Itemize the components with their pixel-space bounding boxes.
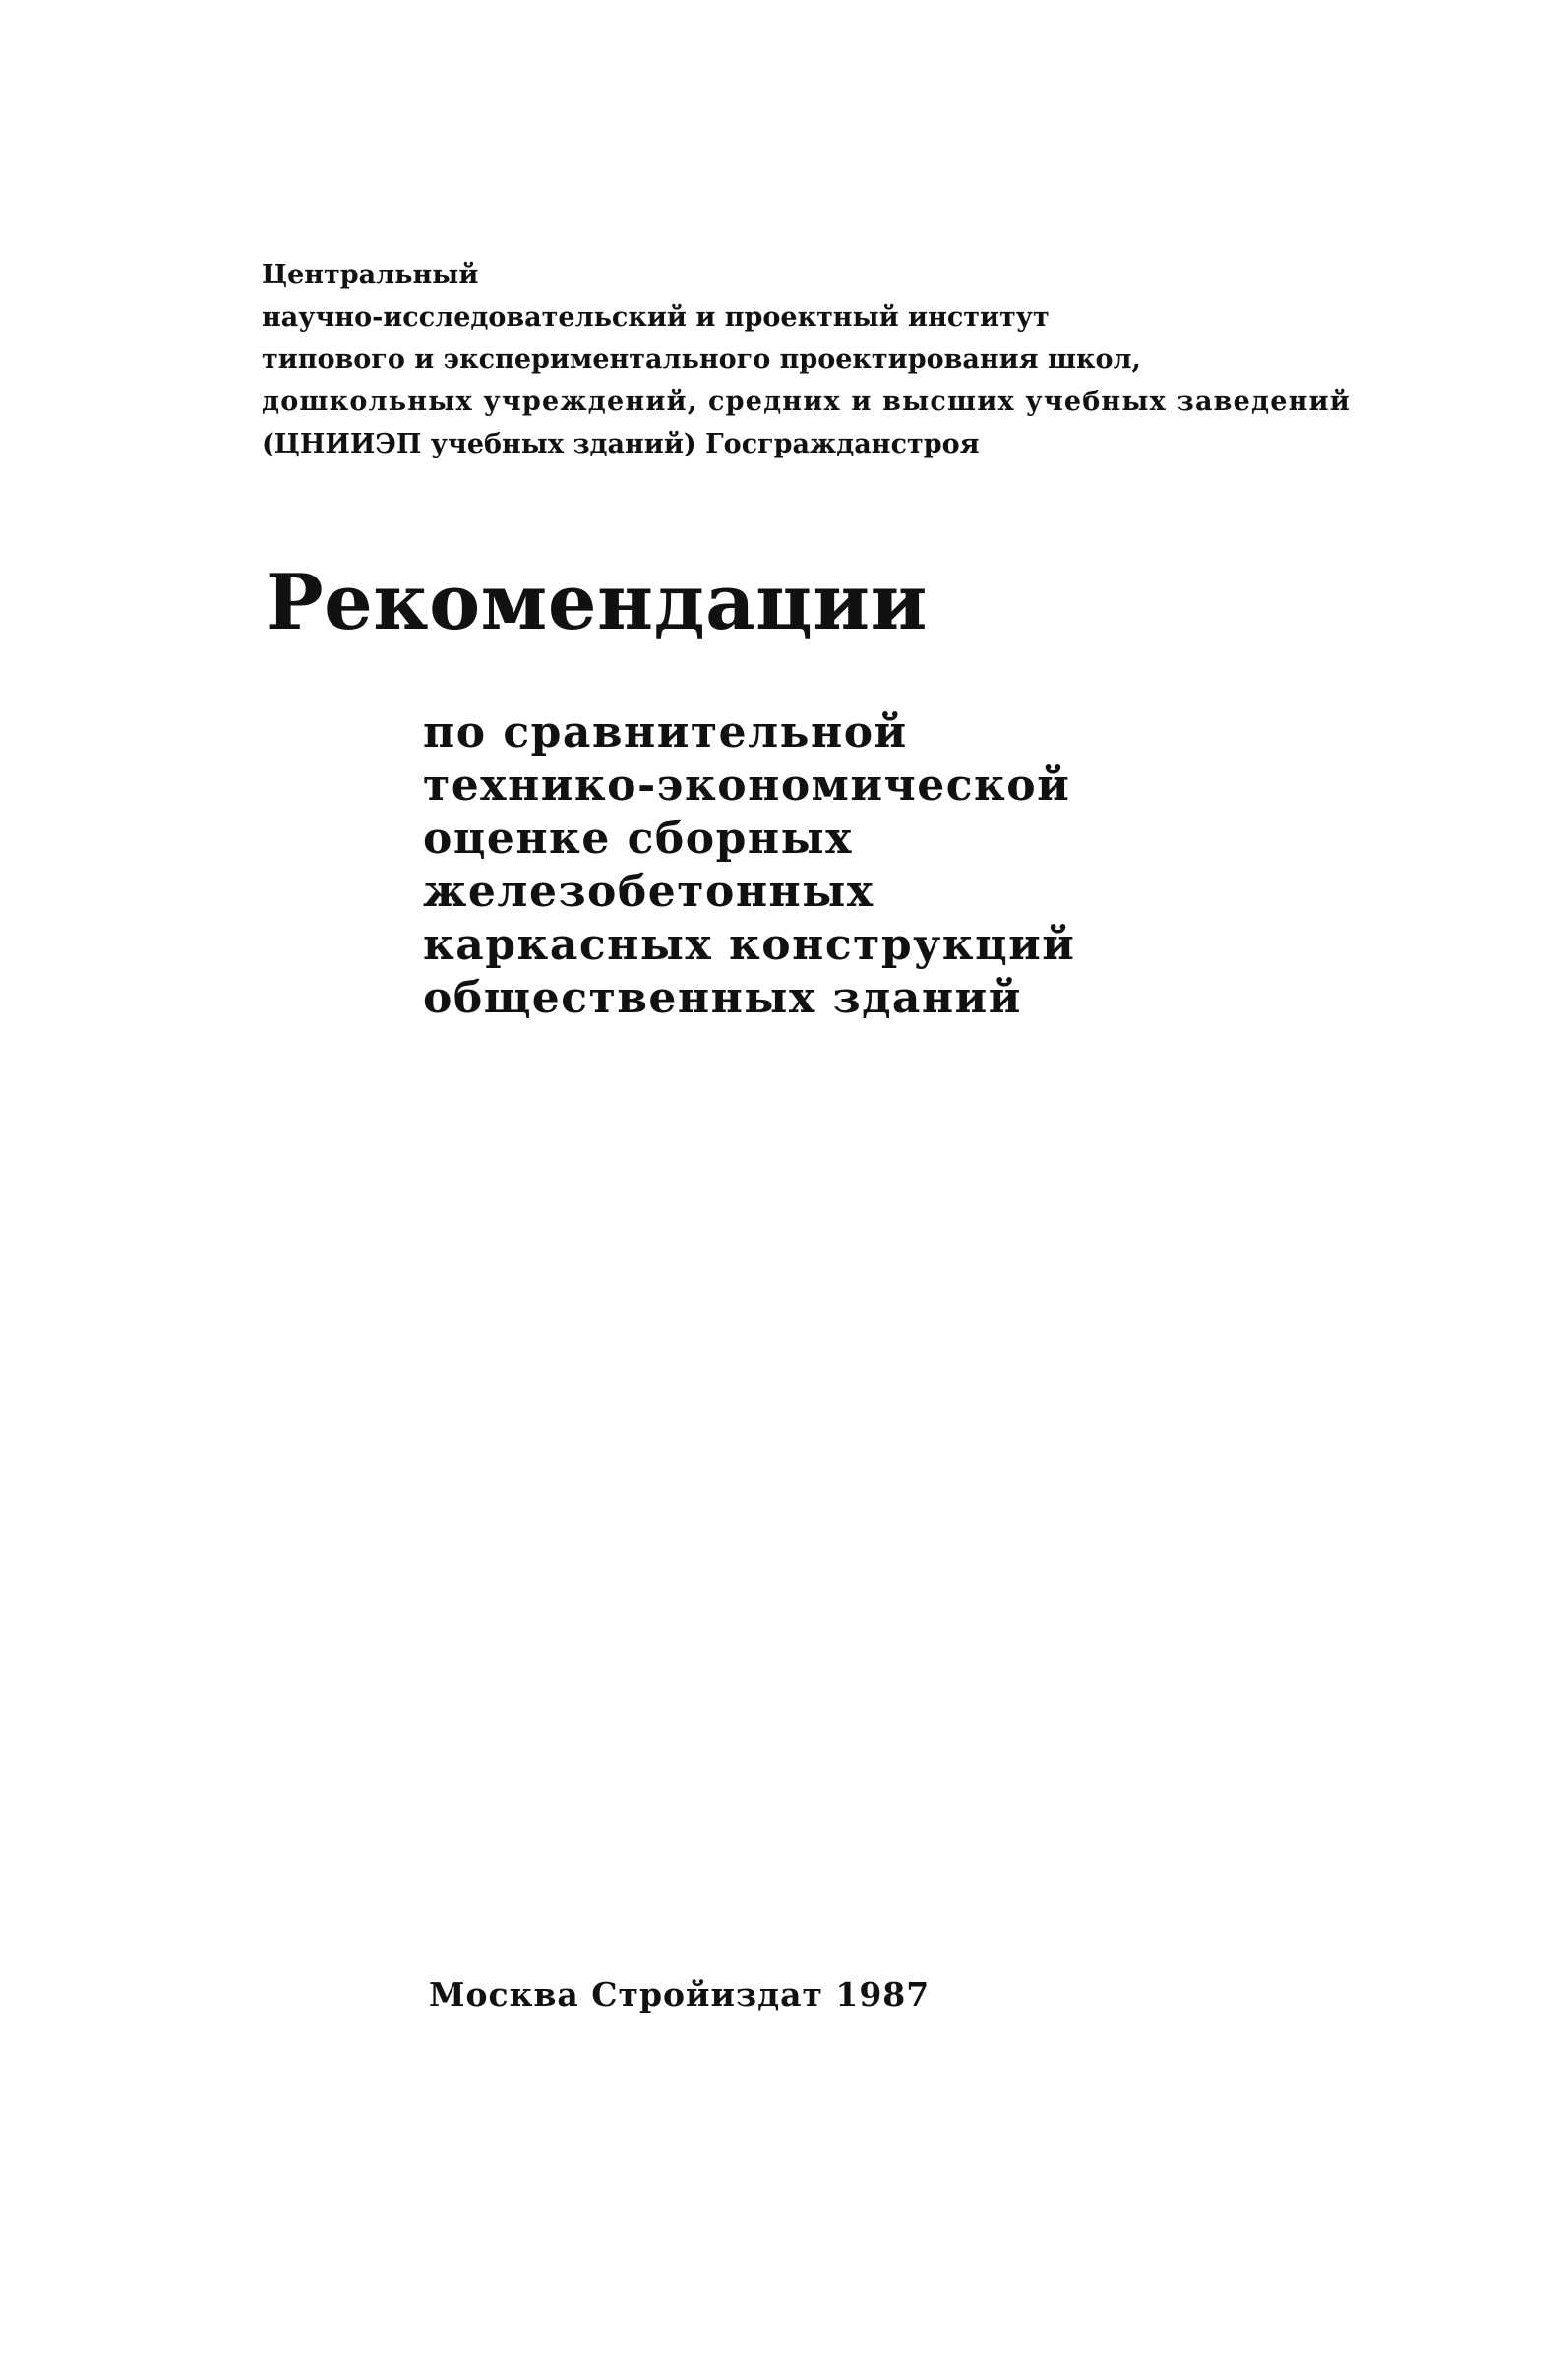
- subtitle-line: оценке сборных: [423, 814, 853, 864]
- institution-block: [262, 254, 1393, 465]
- document-subtitle: [423, 706, 1407, 1025]
- subtitle-line: технико-экономической: [423, 760, 1071, 811]
- subtitle-line: по сравнительной: [423, 707, 908, 758]
- document-title: Рекомендации: [266, 558, 928, 647]
- institution-line: Центральный: [262, 260, 479, 290]
- subtitle-line: железобетонных: [423, 867, 874, 917]
- institution-line: типового и экспериментального проектирования школ,: [262, 344, 1141, 375]
- subtitle-line: общественных зданий: [423, 973, 1022, 1023]
- publisher-imprint: Москва Стройиздат 1987: [429, 1975, 931, 2014]
- institution-line: научно-исследовательский и проектный институт: [262, 302, 1050, 333]
- institution-line: (ЦНИИЭП учебных зданий) Госгражданстроя: [262, 429, 980, 459]
- institution-line: дошкольных учреждений, средних и высших учебных заведений: [262, 387, 1351, 417]
- subtitle-line: каркасных конструкций: [423, 920, 1076, 970]
